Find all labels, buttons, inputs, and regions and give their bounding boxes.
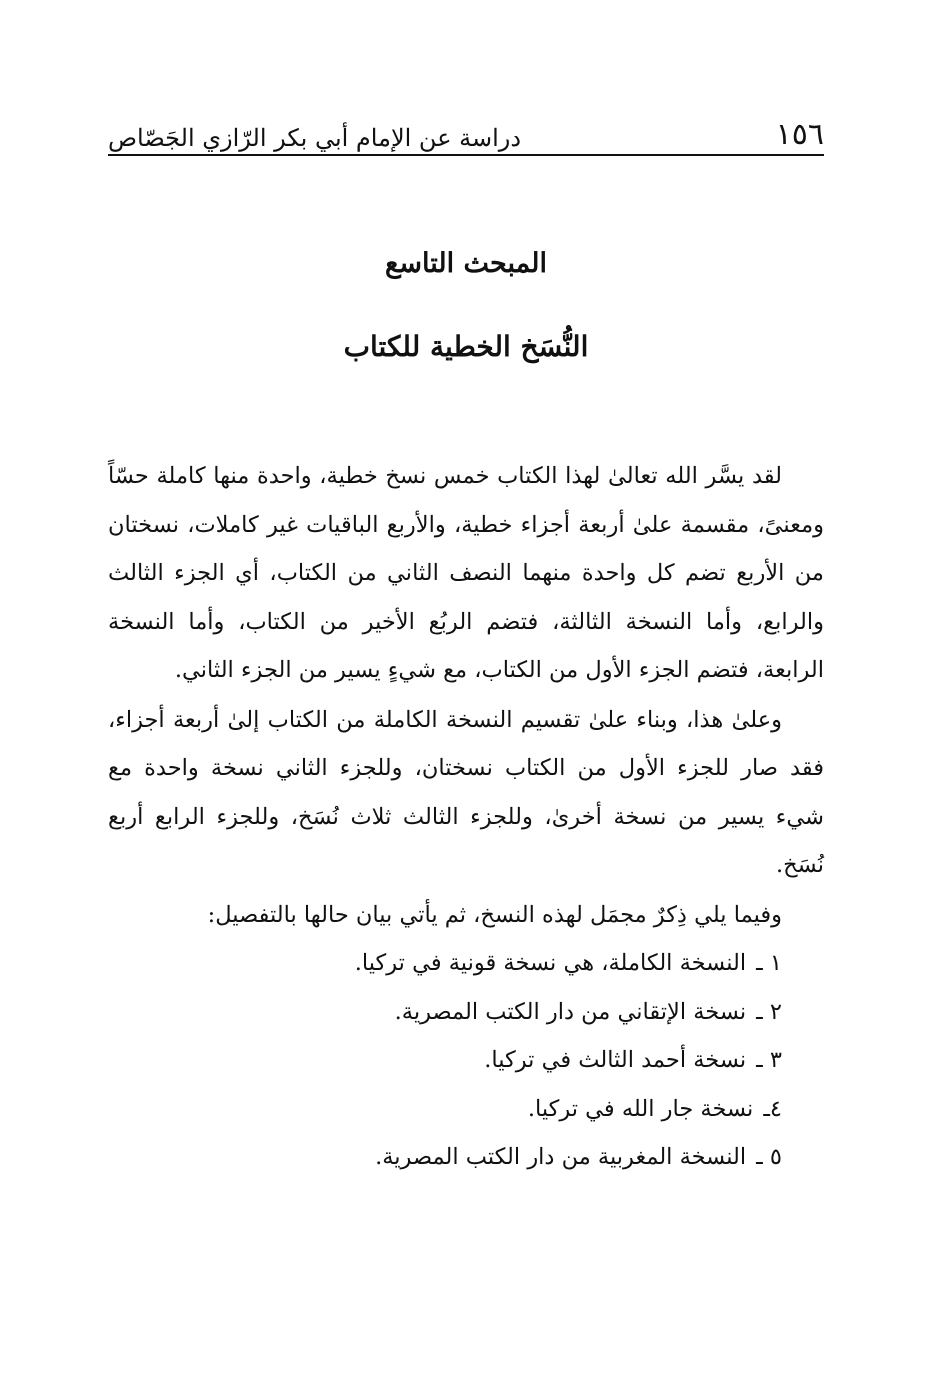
list-item-text: نسخة الإتقاني من دار الكتب المصرية. (394, 998, 747, 1025)
list-intro: وفيما يلي ذِكرٌ مجمَل لهذه النسخ، ثم يأتي بيان حالها بالتفصيل: (207, 901, 782, 928)
body-text (108, 452, 824, 1182)
list-item-text: النسخة المغربية من دار الكتب المصرية. (375, 1144, 747, 1170)
running-title: دراسة عن الإمام أبي بكر الرّازي الجَصّاص (108, 124, 522, 152)
list-item (108, 1133, 782, 1182)
paragraph: لقد يسَّر الله تعالىٰ لهذا الكتاب خمس نسخ خطية، واحدة منها كاملة حسّاً ومعنىً، مقسمة علىٰ أربعة أجزاء خطية، والأربع الباقيات غير كاملات، نسختان من الأربع تضم كل واحدة منهما النصف الثاني من الكتاب، أي الجزء الثالث والرابع، وأما النسخة الثالثة، فتضم الربُع الأخير من الكتاب، وأما النسخة الرابعة، فتضم الجزء الأول من الكتاب، مع شيءٍ يسير من الجزء الثاني. (108, 463, 824, 683)
section-heading: المبحث التاسع (385, 248, 547, 279)
list-item-number: ٢ ـ (756, 998, 782, 1025)
list-item (108, 939, 782, 988)
manuscript-list (108, 939, 824, 1182)
list-item-number: ٤ـ (763, 1095, 782, 1122)
running-header (108, 112, 824, 156)
list-item (108, 988, 782, 1037)
list-item-number: ٣ ـ (756, 1047, 782, 1073)
list-item (108, 1036, 782, 1085)
list-item-number: ١ ـ (756, 950, 782, 976)
list-item (108, 1085, 782, 1134)
list-item-text: نسخة أحمد الثالث في تركيا. (484, 1047, 747, 1073)
list-item-number: ٥ ـ (756, 1144, 782, 1170)
page-number: ١٥٦ (775, 117, 824, 152)
list-item-text: النسخة الكاملة، هي نسخة قونية في تركيا. (354, 950, 747, 976)
paragraph: وعلىٰ هذا، وبناء علىٰ تقسيم النسخة الكاملة من الكتاب إلىٰ أربعة أجزاء، فقد صار للجزء الأول من الكتاب نسختان، وللجزء الثاني نسخة واحدة مع شيء يسير من نسخة أخرىٰ، وللجزء الثالث ثلاث نُسَخ، وللجزء الرابع أربع نُسَخ. (108, 706, 824, 878)
section-subheading: النُّسَخ الخطية للكتاب (343, 330, 589, 363)
list-item-text: نسخة جار الله في تركيا. (527, 1095, 754, 1122)
